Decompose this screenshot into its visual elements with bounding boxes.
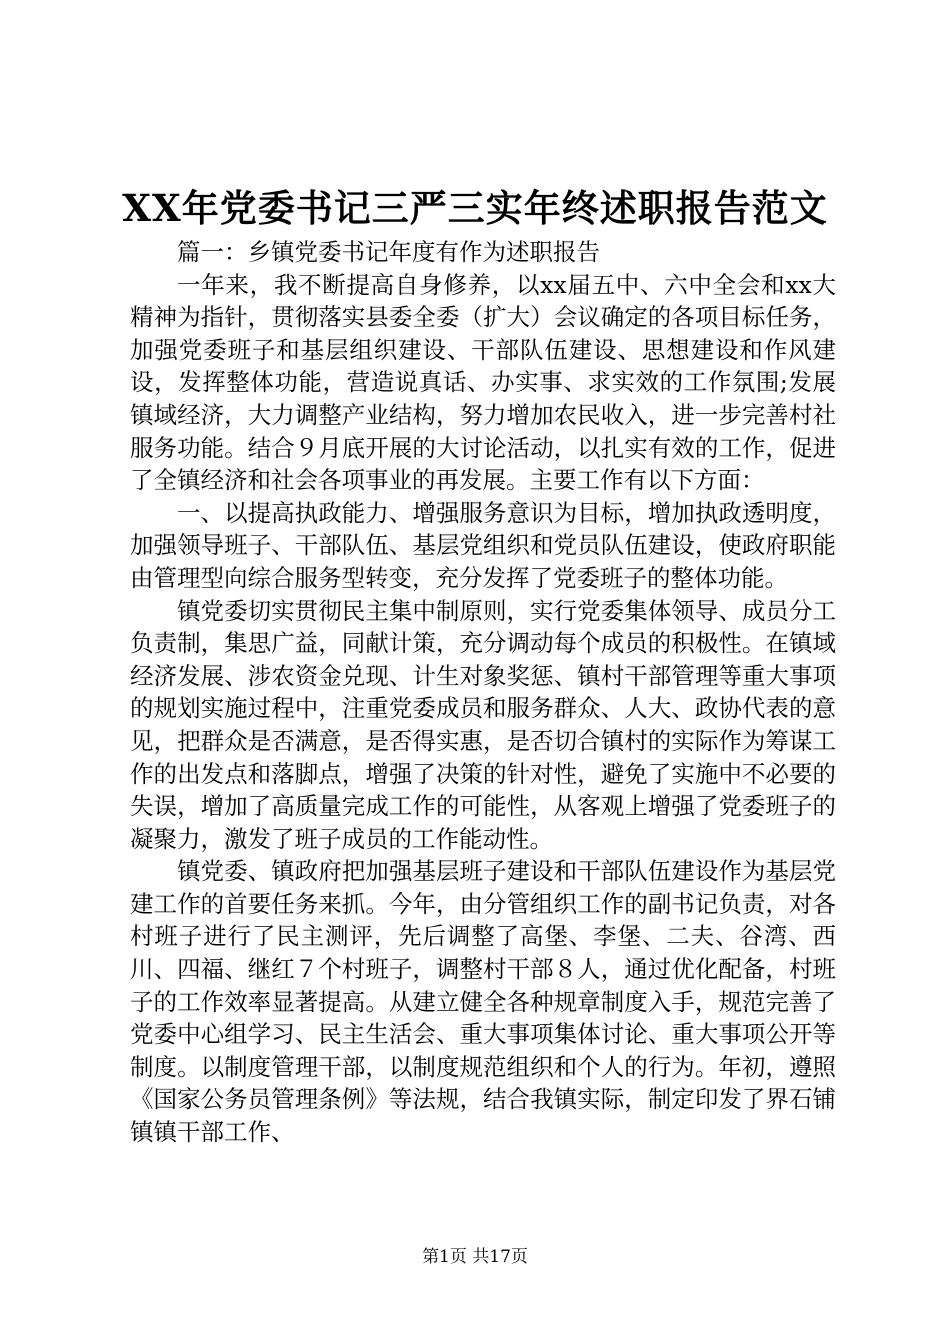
body-paragraph: 镇党委切实贯彻民主集中制原则，实行党委集体领导、成员分工负责制，集思广益，同献计策，充分调动每个成员的积极性。在镇域经济发展、涉农资金兑现、计生对象奖惩、镇村干部管理等重大事项的规划实施过程中，注重党委成员和服务群众、人大、政协代表的意见，把群众是否满意，是否得实惠，是否切合镇村的实际作为筹谋工作的出发点和落脚点，增强了决策的针对性，避免了实施中不必要的失误，增加了高质量完成工作的可能性，从客观上增强了党委班子的凝聚力，激发了班子成员的工作能动性。	[130, 596, 836, 853]
page-number-footer: 第1页 共17页	[422, 1247, 528, 1267]
document-title: XX年党委书记三严三实年终述职报告范文	[122, 186, 828, 230]
body-paragraph: 一、以提高执政能力、增强服务意识为目标，增加执政透明度，加强领导班子、干部队伍、基层党组织和党员队伍建设，使政府职能由管理型向综合服务型转变，充分发挥了党委班子的整体功能。	[130, 498, 836, 592]
section-heading: 篇一：乡镇党委书记年度有作为述职报告	[177, 238, 600, 266]
document-body	[130, 236, 836, 1149]
body-paragraph: 镇党委、镇政府把加强基层班子建设和干部队伍建设作为基层党建工作的首要任务来抓。今年，由分管组织工作的副书记负责，对各村班子进行了民主测评，先后调整了高堡、李堡、二夫、谷湾、西川、四福、继红７个村班子，调整村干部８人，通过优化配备，村班子的工作效率显著提高。从建立健全各种规章制度入手，规范完善了党委中心组学习、民主生活会、重大事项集体讨论、重大事项公开等制度。以制度管理干部，以制度规范组织和个人的行为。年初，遵照《国家公务员管理条例》等法规，结合我镇实际，制定印发了界石铺镇镇干部工作、	[130, 857, 836, 1147]
body-paragraph: 一年来，我不断提高自身修养，以xx届五中、六中全会和xx大精神为指针，贯彻落实县委全委（扩大）会议确定的各项目标任务，加强党委班子和基层组织建设、干部队伍建设、思想建设和作风建设，发挥整体功能，营造说真话、办实事、求实效的工作氛围;发展镇域经济，大力调整产业结构，努力增加农民收入，进一步完善村社服务功能。结合９月底开展的大讨论活动，以扎实有效的工作，促进了全镇经济和社会各项事业的再发展。主要工作有以下方面：	[130, 270, 836, 495]
